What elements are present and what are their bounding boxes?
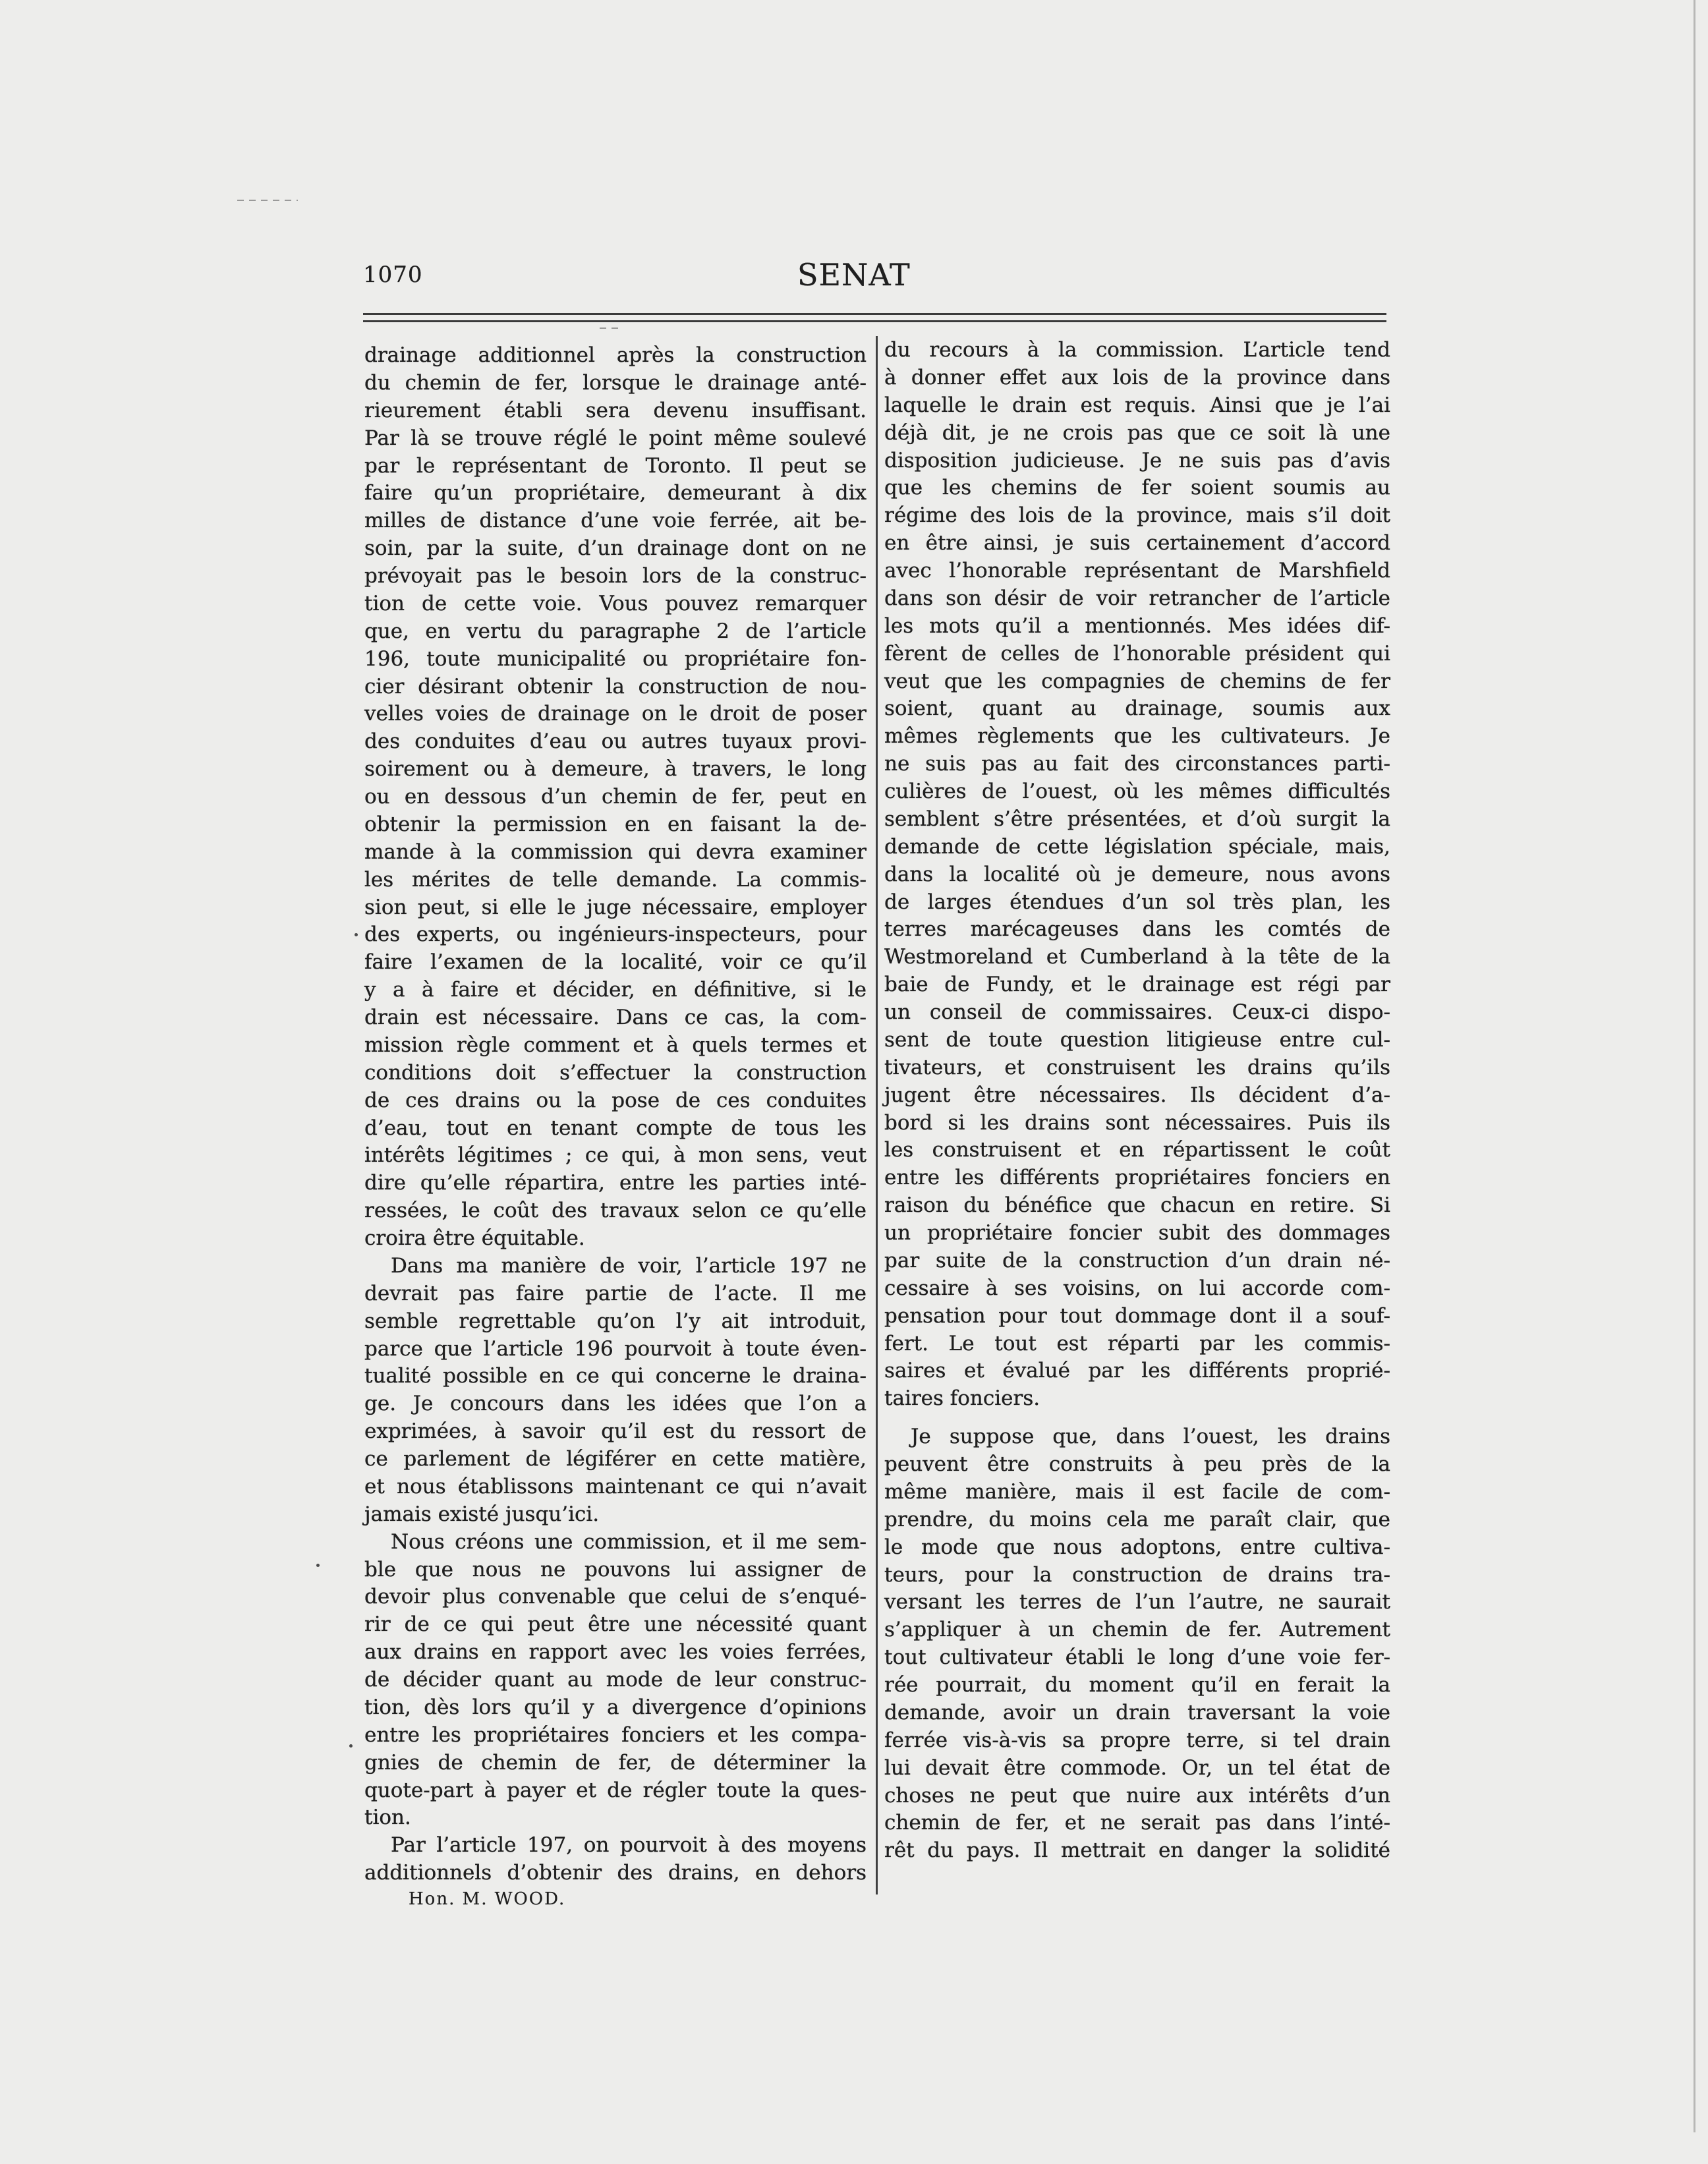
text-line: des conduites d’eau ou autres tuyaux provi- — [364, 729, 867, 754]
text-line: Par là se trouve réglé le point même soulevé — [364, 426, 867, 450]
text-line: ble que nous ne pouvons lui assigner de — [364, 1557, 867, 1581]
text-line: fert. Le tout est réparti par les commis- — [884, 1331, 1390, 1355]
text-line: semble regrettable qu’on l’y ait introduit, — [364, 1309, 867, 1333]
text-line: ge. Je concours dans les idées que l’on a — [364, 1392, 867, 1416]
text-line: même manière, mais il est facile de com- — [884, 1479, 1390, 1504]
text-line: parce que l’article 196 pourvoit à toute éven- — [364, 1336, 867, 1361]
text-line: bord si les drains sont nécessaires. Puis ils — [884, 1110, 1390, 1135]
text-line: mêmes règlements que les cultivateurs. Je — [884, 724, 1390, 749]
text-line: d’eau, tout en tenant compte de tous les — [364, 1116, 867, 1140]
text-line: tion de cette voie. Vous pouvez remarquer — [364, 591, 867, 615]
text-line: ressées, le coût des travaux selon ce qu’elle — [364, 1199, 867, 1223]
text-line: par le représentant de Toronto. Il peut se — [364, 453, 867, 478]
text-line: croira être équitable. — [364, 1226, 585, 1250]
text-line: un conseil de commissaires. Ceux-ci dispo- — [884, 1000, 1390, 1024]
footer-speaker: Hon. M. WOOD. — [409, 1889, 566, 1909]
text-line: de ces drains ou la pose de ces conduites — [364, 1088, 867, 1112]
text-line: ou en dessous d’un chemin de fer, peut en — [364, 785, 867, 809]
text-line: teurs, pour la construction de drains tra- — [884, 1562, 1390, 1587]
text-line: déjà dit, je ne crois pas que ce soit là une — [884, 420, 1390, 445]
left-column — [364, 342, 867, 1887]
text-line: Nous créons une commission, et il me sem- — [391, 1529, 867, 1554]
header-rule-bottom — [363, 320, 1386, 322]
text-line: culières de l’ouest, où les mêmes difficultés — [884, 780, 1390, 803]
text-line: tout cultivateur établi le long d’une voie fer- — [884, 1645, 1390, 1670]
text-line: avec l’honorable représentant de Marshfield — [884, 559, 1390, 583]
text-line: mission règle comment et à quels termes et — [364, 1033, 867, 1057]
text-line: ne suis pas au fait des circonstances parti- — [884, 752, 1390, 776]
scan-edge — [1694, 0, 1695, 2132]
scan-speck — [355, 933, 358, 936]
text-line: rée pourrait, du moment qu’il en ferait la — [884, 1673, 1390, 1697]
scan-mark — [237, 200, 298, 201]
text-line: les construisent et en répartissent le coût — [884, 1138, 1390, 1162]
text-line: drain est nécessaire. Dans ce cas, la com- — [364, 1006, 867, 1029]
text-line: saires et évalué par les différents proprié- — [884, 1359, 1390, 1383]
text-line: soin, par la suite, d’un drainage dont on ne — [364, 536, 867, 561]
text-line: s’appliquer à un chemin de fer. Autrement — [884, 1618, 1390, 1642]
text-line: à donner effet aux lois de la province dans — [884, 365, 1390, 389]
text-line: soient, quant au drainage, soumis aux — [884, 697, 1390, 721]
text-line: conditions doit s’effectuer la construction — [364, 1060, 867, 1085]
text-line: 196, toute municipalité ou propriétaire fon- — [364, 646, 867, 671]
text-line: entre les différents propriétaires fonciers en — [884, 1166, 1390, 1190]
paragraph — [884, 1423, 1390, 1865]
text-line: semblent s’être présentées, et d’où surgit la — [884, 807, 1390, 831]
text-line: tualité possible en ce qui concerne le draina- — [364, 1364, 867, 1388]
text-line: ce parlement de légiférer en cette matière, — [364, 1447, 867, 1471]
text-line: terres marécageuses dans les comtés de — [884, 917, 1390, 942]
text-line: un propriétaire foncier subit des dommages — [884, 1221, 1390, 1245]
text-line: veut que les compagnies de chemins de fer — [884, 669, 1390, 693]
text-line: jugent être nécessaires. Ils décident d’a- — [884, 1083, 1390, 1107]
text-line: Je suppose que, dans l’ouest, les drains — [911, 1425, 1390, 1449]
text-line: Dans ma manière de voir, l’article 197 ne — [391, 1253, 867, 1278]
text-line: entre les propriétaires fonciers et les compa- — [364, 1723, 867, 1747]
scan-mark — [600, 327, 619, 329]
text-line: chemin de fer, et ne serait pas dans l’inté- — [884, 1811, 1390, 1835]
text-line: Par l’article 197, on pourvoit à des moyens — [391, 1833, 867, 1858]
text-line: peuvent être construits à peu près de la — [884, 1452, 1390, 1476]
paragraph — [364, 1832, 867, 1887]
text-line: cier désirant obtenir la construction de nou- — [364, 674, 867, 698]
text-line: les mots qu’il a mentionnés. Mes idées dif- — [884, 613, 1390, 638]
text-line: du recours à la commission. L’article tend — [884, 338, 1390, 362]
text-line: des experts, ou ingénieurs-inspecteurs, pour — [364, 923, 867, 947]
text-line: devoir plus convenable que celui de s’enqué- — [364, 1585, 867, 1609]
text-line: et nous établissons maintenant ce qui n’avait — [364, 1474, 867, 1498]
right-column — [884, 337, 1390, 1865]
text-line: mande à la commission qui devra examiner — [364, 840, 867, 864]
text-line: sent de toute question litigieuse entre cul- — [884, 1027, 1390, 1052]
header-rule-top — [363, 313, 1386, 315]
page-number: 1070 — [363, 262, 423, 288]
paragraph — [364, 1529, 867, 1833]
text-line: le mode que nous adoptons, entre cultiva- — [884, 1535, 1390, 1559]
text-line: jamais existé jusqu’ici. — [364, 1502, 600, 1526]
running-head: SENAT — [797, 257, 911, 293]
text-line: drainage additionnel après la construction — [364, 343, 867, 367]
paragraph — [884, 337, 1390, 1413]
text-line: tivateurs, et construisent les drains qu’ils — [884, 1055, 1390, 1079]
text-line: soirement ou à demeure, à travers, le long — [364, 757, 867, 782]
text-line: demande, avoir un drain traversant la voie — [884, 1700, 1390, 1724]
scan-speck — [349, 1744, 353, 1748]
text-line: baie de Fundy, et le drainage est régi par — [884, 973, 1390, 997]
scan-speck — [316, 1564, 320, 1567]
text-line: obtenir la permission en en faisant la de- — [364, 812, 867, 836]
text-line: exprimées, à savoir qu’il est du ressort de — [364, 1419, 867, 1444]
text-line: en être ainsi, je suis certainement d’accord — [884, 531, 1390, 555]
text-line: taires fonciers. — [884, 1386, 1040, 1411]
text-line: dans la localité où je demeure, nous avons — [884, 862, 1390, 886]
paragraph — [364, 1253, 867, 1529]
text-line: dans son désir de voir retrancher de l’article — [884, 586, 1390, 610]
text-line: cessaire à ses voisins, on lui accorde com- — [884, 1276, 1390, 1300]
text-line: lui devait être commode. Or, un tel état de — [884, 1755, 1390, 1780]
text-line: dire qu’elle répartira, entre les parties inté- — [364, 1171, 867, 1195]
text-line: y a à faire et décider, en définitive, si le — [364, 978, 867, 1002]
text-line: gnies de chemin de fer, de déterminer la — [364, 1750, 867, 1775]
column-divider — [876, 336, 878, 1894]
text-line: intérêts légitimes ; ce qui, à mon sens, veut — [364, 1143, 867, 1168]
text-line: milles de distance d’une voie ferrée, ait be- — [364, 509, 867, 533]
text-line: prévoyait pas le besoin lors de la construc- — [364, 564, 867, 588]
text-line: raison du bénéfice que chacun en retire. Si — [884, 1193, 1390, 1218]
text-line: Westmoreland et Cumberland à la tête de la — [884, 945, 1390, 969]
text-line: pensation pour tout dommage dont il a souf- — [884, 1303, 1390, 1328]
text-line: ferrée vis-à-vis sa propre terre, si tel drain — [884, 1728, 1390, 1752]
text-line: les mérites de telle demande. La commis- — [364, 867, 867, 892]
text-line: sion peut, si elle le juge nécessaire, employer — [364, 895, 867, 919]
text-line: demande de cette législation spéciale, mais, — [884, 834, 1390, 859]
text-line: par suite de la construction d’un drain né- — [884, 1248, 1390, 1272]
text-line: disposition judicieuse. Je ne suis pas d’avis — [884, 448, 1390, 472]
text-line: devrait pas faire partie de l’acte. Il me — [364, 1281, 867, 1305]
text-line: aux drains en rapport avec les voies ferrées, — [364, 1640, 867, 1665]
text-line: fèrent de celles de l’honorable président qui — [884, 641, 1390, 666]
text-line: prendre, du moins cela me paraît clair, que — [884, 1507, 1390, 1531]
text-line: quote-part à payer et de régler toute la ques- — [364, 1778, 867, 1802]
text-line: de décider quant au mode de leur construc- — [364, 1668, 867, 1692]
text-line: faire l’examen de la localité, voir ce qu’il — [364, 950, 867, 975]
text-line: tion. — [364, 1806, 411, 1830]
text-line: que les chemins de fer soient soumis au — [884, 476, 1390, 500]
text-line: rêt du pays. Il mettrait en danger la solidité — [884, 1838, 1390, 1863]
text-line: additionnels d’obtenir des drains, en dehors — [364, 1861, 867, 1885]
text-line: rieurement établi sera devenu insuffisant. — [364, 398, 867, 422]
text-line: versant les terres de l’un l’autre, ne saurait — [884, 1590, 1390, 1614]
text-line: tion, dès lors qu’il y a divergence d’opinions — [364, 1695, 867, 1719]
text-line: laquelle le drain est requis. Ainsi que je l’ai — [884, 393, 1390, 417]
text-line: de larges étendues d’un sol très plan, les — [884, 890, 1390, 914]
text-line: rir de ce qui peut être une nécessité quant — [364, 1612, 867, 1637]
paragraph — [364, 342, 867, 1253]
text-line: faire qu’un propriétaire, demeurant à dix — [364, 481, 867, 505]
text-line: du chemin de fer, lorsque le drainage anté- — [364, 370, 867, 395]
text-line: velles voies de drainage on le droit de poser — [364, 702, 867, 726]
text-line: choses ne peut que nuire aux intérêts d’un — [884, 1783, 1390, 1808]
text-line: régime des lois de la province, mais s’il doit — [884, 503, 1390, 528]
text-line: que, en vertu du paragraphe 2 de l’article — [364, 619, 867, 643]
